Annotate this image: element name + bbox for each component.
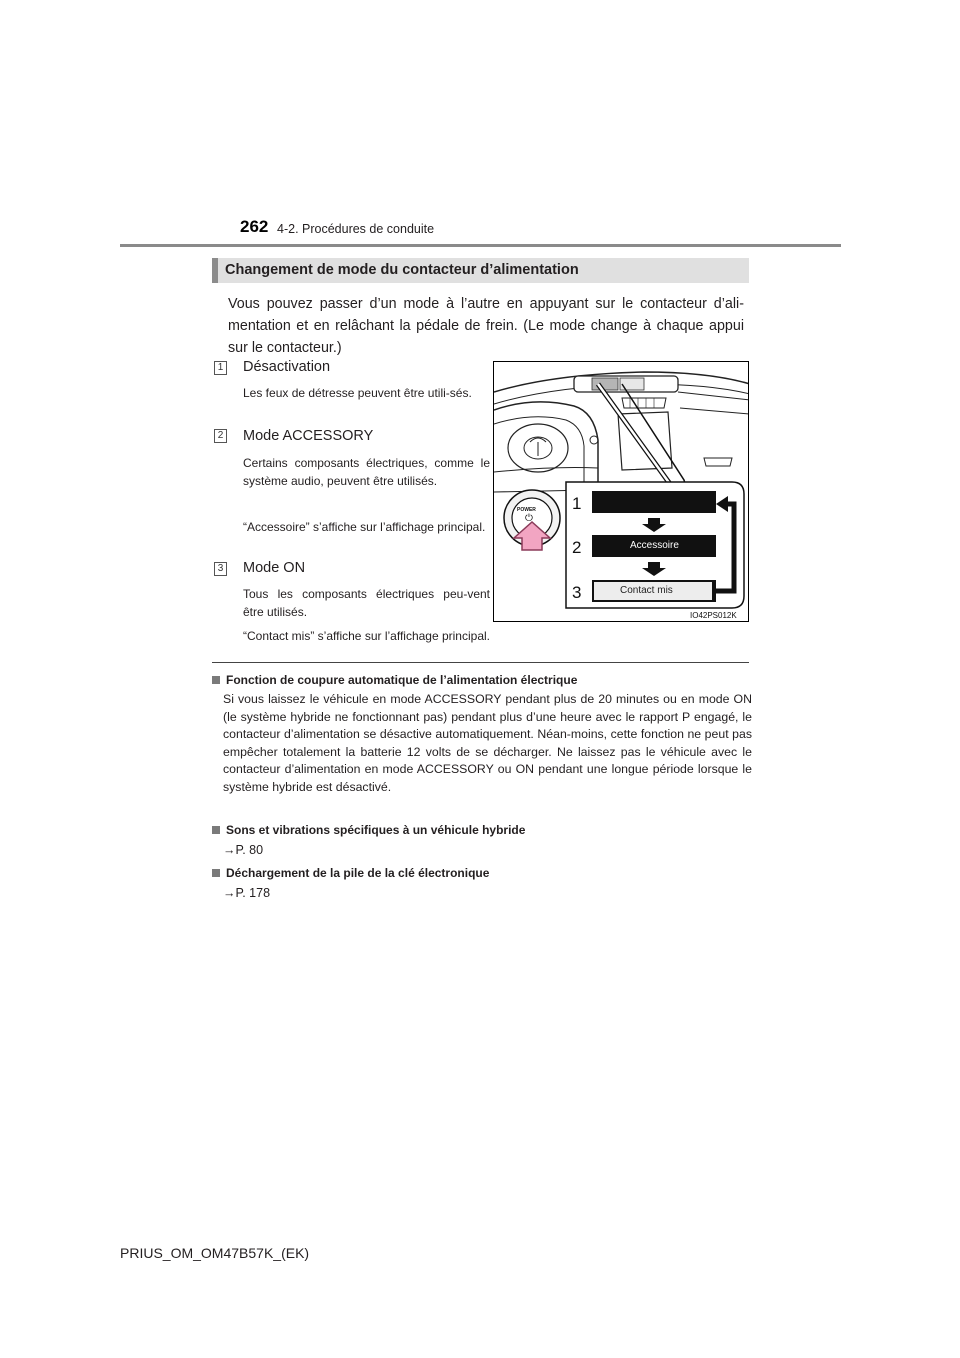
footer-doc-id: PRIUS_OM_OM47B57K_(EK) <box>120 1245 310 1261</box>
figure-label-1: 1 <box>572 494 582 513</box>
intro-paragraph: Vous pouvez passer d’un mode à l’autre en appuyant sur le contacteur d’ali-mentation et en relâchant la pédale de frein. (Le mode change à chaque appui sur le contacteur.) <box>228 296 744 356</box>
display-contact-mis: Contact mis <box>620 585 673 596</box>
note-title <box>212 823 752 837</box>
note-title <box>212 866 752 880</box>
page-reference-link[interactable]: →P. 80 <box>223 843 264 857</box>
square-bullet-icon <box>212 869 220 877</box>
page-number: 262 <box>240 217 269 236</box>
note-body: Si vous laissez le véhicule en mode ACCESSORY pendant plus de 20 minutes ou en mode ON (le système hybride ne fonctionnant pas) pendant plus d’une heure avec le rapport P engagé, le contacteur d’alimentation se désactive automatiquement. Néan-moins, cette fonction ne peut pas empêcher totalement la batterie 12 volts de se décharger. Ne laissez pas le véhicule avec le contacteur d’alimentation en mode ACCESSORY ou ON pendant une longue période lorsque le système hybride est désactivé. <box>223 692 752 794</box>
item-desc-2a: Certains composants électriques, comme le système audio, peuvent être utilisés. <box>243 456 490 488</box>
section-divider <box>212 662 749 663</box>
item-number-2: 2 <box>214 429 227 443</box>
section-title: Changement de mode du contacteur d’alimentation <box>225 262 579 278</box>
power-symbol: ⏻ <box>525 513 533 524</box>
note-hybrid-sounds <box>212 823 752 857</box>
note-title-text: Fonction de coupure automatique de l’alimentation électrique <box>226 673 578 687</box>
power-label: POWER <box>517 507 536 513</box>
power-switch-illustration <box>493 361 749 622</box>
section-title-bar <box>212 258 749 283</box>
title-accent <box>212 258 218 283</box>
note-auto-power-off <box>212 673 752 796</box>
item-desc-1: Les feux de détresse peuvent être utili-sés. <box>243 386 472 400</box>
item-number-1: 1 <box>214 361 227 375</box>
note-title <box>212 673 752 687</box>
note-key-battery <box>212 866 752 900</box>
item-desc-2b: “Accessoire” s’affiche sur l’affichage principal. <box>243 520 486 534</box>
dashboard-drawing <box>494 362 749 622</box>
section-label: 4-2. Procédures de conduite <box>277 222 435 236</box>
header-rule <box>120 244 841 247</box>
item-title-3: Mode ON <box>243 560 306 576</box>
item-number-3: 3 <box>214 562 227 576</box>
display-accessoire: Accessoire <box>630 540 679 551</box>
item-title-2: Mode ACCESSORY <box>243 428 374 444</box>
figure-label-2: 2 <box>572 538 582 557</box>
square-bullet-icon <box>212 676 220 684</box>
note-title-text: Déchargement de la pile de la clé électronique <box>226 866 490 880</box>
figure-code: IO42PS012K <box>690 611 737 620</box>
item-title-1: Désactivation <box>243 359 331 375</box>
item-desc-3-extra: “Contact mis” s’affiche sur l’affichage principal. <box>243 629 490 643</box>
note-title-text: Sons et vibrations spécifiques à un véhicule hybride <box>226 823 526 837</box>
item-desc-3: Tous les composants électriques peu-vent être utilisés. <box>243 587 490 619</box>
square-bullet-icon <box>212 826 220 834</box>
page-reference-link[interactable]: →P. 178 <box>223 886 271 900</box>
figure-label-3: 3 <box>572 583 582 602</box>
